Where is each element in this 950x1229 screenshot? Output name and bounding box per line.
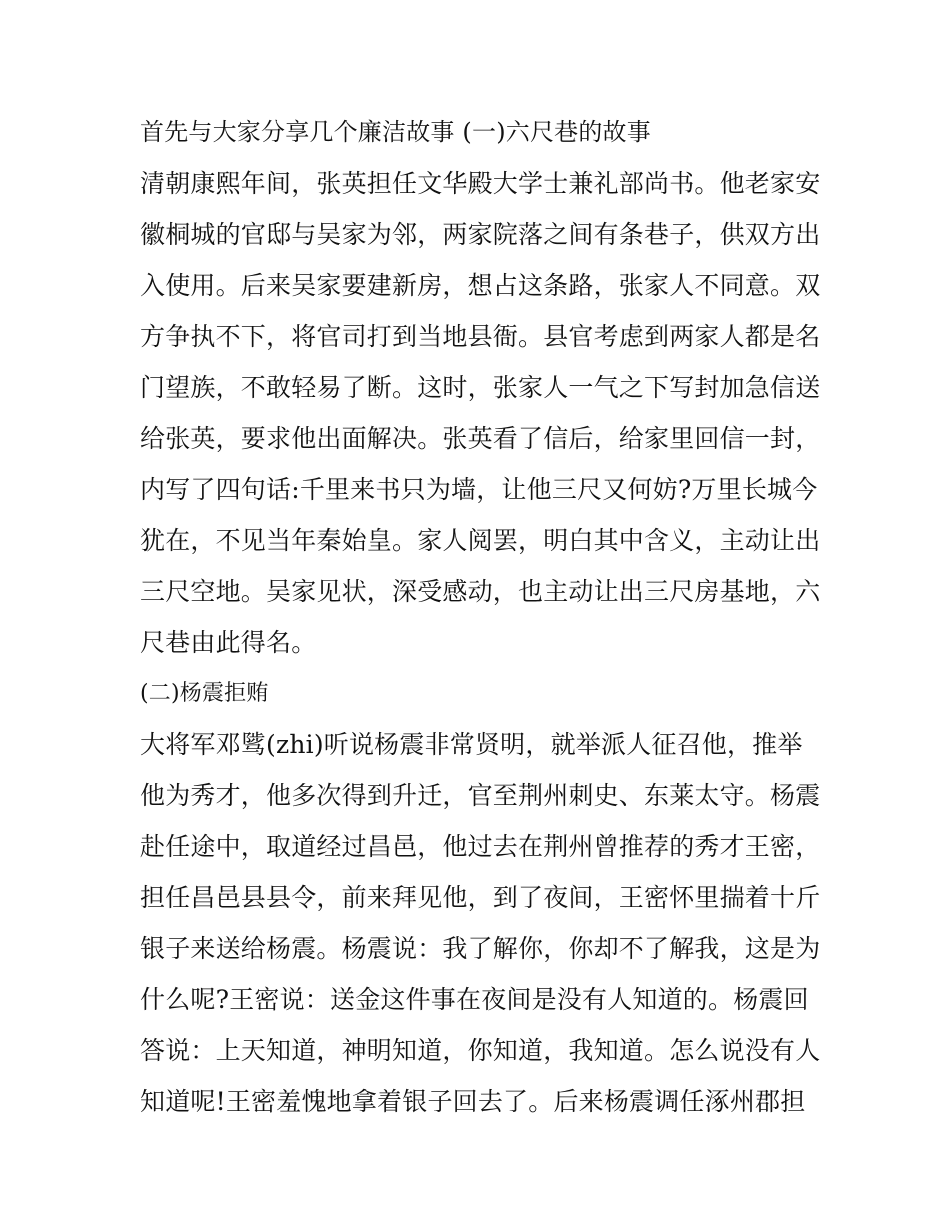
body-line: 担任昌邑县县令，前来拜见他，到了夜间，王密怀里揣着十斤 (140, 883, 821, 912)
intro-heading-line: 首先与大家分享几个廉洁故事 (一)六尺巷的故事 (140, 118, 651, 146)
body-line: 知道呢!王密羞愧地拿着银子回去了。后来杨震调任涿州郡担 (140, 1087, 806, 1116)
body-line: 答说：上天知道，神明知道，你知道，我知道。怎么说没有人 (140, 1036, 821, 1065)
body-line: 什么呢?王密说：送金这件事在夜间是没有人知道的。杨震回 (140, 985, 809, 1014)
body-line: 银子来送给杨震。杨震说：我了解你，你却不了解我，这是为 (140, 934, 821, 963)
body-line: 清朝康熙年间，张英担任文华殿大学士兼礼部尚书。他老家安 (140, 169, 821, 198)
body-line: 门望族，不敢轻易了断。这时，张家人一气之下写封加急信送 (140, 373, 821, 402)
body-line: 他为秀才，他多次得到升迁，官至荆州刺史、东莱太守。杨震 (140, 781, 821, 810)
body-line: 犹在，不见当年秦始皇。家人阅罢，明白其中含义，主动让出 (140, 526, 821, 555)
body-line: 给张英，要求他出面解决。张英看了信后，给家里回信一封， (140, 424, 821, 453)
body-line: 赴任途中，取道经过昌邑，他过去在荆州曾推荐的秀才王密， (140, 832, 821, 861)
body-line: 大将军邓骘(zhi)听说杨震非常贤明，就举派人征召他，推举 (140, 730, 803, 759)
body-line: 三尺空地。吴家见状，深受感动，也主动让出三尺房基地，六 (140, 577, 821, 606)
body-line: 方争执不下，将官司打到当地县衙。县官考虑到两家人都是名 (140, 322, 821, 351)
body-line: 内写了四句话:千里来书只为墙，让他三尺又何妨?万里长城今 (140, 475, 818, 504)
document-body (140, 107, 820, 1127)
body-line: 尺巷由此得名。 (140, 628, 317, 657)
body-line: 入使用。后来吴家要建新房，想占这条路，张家人不同意。双 (140, 271, 821, 300)
section-heading-line: (二)杨震拒贿 (140, 681, 269, 706)
body-line: 徽桐城的官邸与吴家为邻，两家院落之间有条巷子，供双方出 (140, 220, 821, 249)
